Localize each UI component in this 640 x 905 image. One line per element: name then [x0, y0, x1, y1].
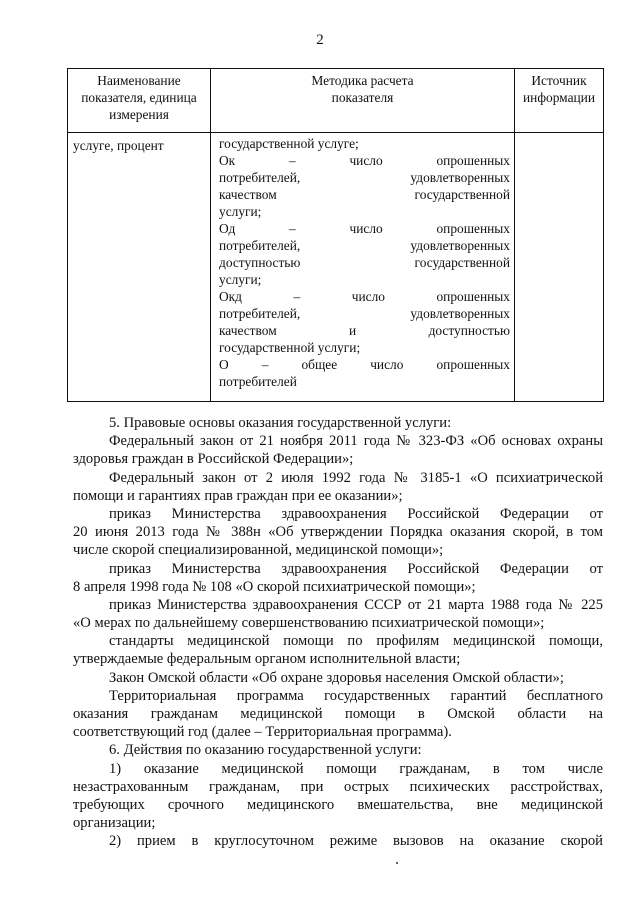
section-heading: 6. Действия по оказанию государственной услуги: [109, 742, 422, 759]
body-line: незастрахованным гражданам, при острых психических расстройствах, [73, 778, 603, 795]
body-line: «О мерах по дальнейшему совершенствованию психиатрической помощи»; [73, 615, 545, 632]
body-line: Федеральный закон от 2 июля 1992 года № 3185-1 «О психиатрической [109, 469, 603, 486]
body-line: Федеральный закон от 21 ноября 2011 года № 323-ФЗ «Об основах охраны [109, 433, 603, 450]
method-line: потребителей, удовлетворенных [219, 170, 510, 185]
header-line: информации [522, 90, 596, 105]
body-line: утверждаемые федеральным органом исполнительной власти; [73, 651, 461, 668]
body-line: организации; [73, 815, 156, 832]
body-line: помощи и гарантиях прав граждан при ее оказании»; [73, 487, 403, 504]
body-line: стандарты медицинской помощи по профилям медицинской помощи, [109, 633, 603, 650]
header-information-source [515, 69, 604, 133]
body-line: Закон Омской области «Об охране здоровья населения Омской области»; [109, 669, 564, 686]
method-line: качеством государственной [219, 187, 510, 202]
information-source-cell [515, 133, 604, 402]
header-line: Наименование [97, 73, 181, 88]
scan-speck [396, 862, 398, 864]
method-line: потребителей, удовлетворенных [219, 238, 510, 253]
document-body [73, 414, 603, 851]
method-line: услуги; [219, 204, 262, 219]
method-line: государственной услуги; [219, 340, 361, 355]
header-line: Методика расчета [311, 73, 414, 88]
body-line: требующих срочного медицинского вмешательства, вне медицинской [73, 796, 603, 813]
method-line: услуги; [219, 272, 262, 287]
body-line: приказ Министерства здравоохранения Российской Федерации от [109, 560, 603, 577]
table-row [68, 133, 604, 402]
header-line: Источник [531, 73, 587, 88]
body-line: 20 июня 2013 года № 388н «Об утверждении Порядка оказания скорой, в том [73, 524, 603, 541]
body-line: здоровья граждан в Российской Федерации»; [73, 451, 354, 468]
indicator-name-cell: услуге, процент [68, 133, 211, 402]
method-line: Окд – число опрошенных [219, 289, 510, 304]
method-line: О – общее число опрошенных [219, 357, 510, 372]
method-line: Од – число опрошенных [219, 221, 510, 236]
body-line: оказания гражданам медицинской помощи в Омской области на [73, 706, 603, 722]
method-line: доступностью государственной [219, 255, 510, 270]
header-calculation-method [211, 69, 515, 133]
header-line: измерения [109, 107, 169, 122]
method-line: государственной услуге; [219, 136, 359, 151]
body-line: приказ Министерства здравоохранения Российской Федерации от [109, 505, 603, 522]
table-header-row [68, 69, 604, 133]
body-line: соответствующий год (далее – Территориальная программа). [73, 724, 452, 741]
header-line: показателя, единица [81, 90, 197, 105]
header-indicator-name [68, 69, 211, 133]
indicator-table [67, 68, 604, 402]
body-line: числе скорой специализированной, медицинской помощи»; [73, 542, 444, 559]
body-line: Территориальная программа государственных гарантий бесплатного [109, 687, 603, 704]
method-line: качеством и доступностью [219, 323, 510, 338]
page-number: 2 [316, 32, 324, 48]
body-line: 8 апреля 1998 года № 108 «О скорой психиатрической помощи»; [73, 578, 476, 595]
calculation-method-cell [211, 133, 515, 402]
method-line: потребителей [219, 374, 297, 389]
method-line: Ок – число опрошенных [219, 153, 510, 168]
body-line: 2) прием в круглосуточном режиме вызовов на оказание скорой [109, 833, 603, 850]
header-line: показателя [331, 90, 394, 105]
section-heading: 5. Правовые основы оказания государственной услуги: [109, 415, 452, 431]
body-line: 1) оказание медицинской помощи гражданам, в том числе [109, 760, 603, 777]
body-line: приказ Министерства здравоохранения СССР от 21 марта 1988 года № 225 [109, 596, 603, 613]
method-line: потребителей, удовлетворенных [219, 306, 510, 321]
